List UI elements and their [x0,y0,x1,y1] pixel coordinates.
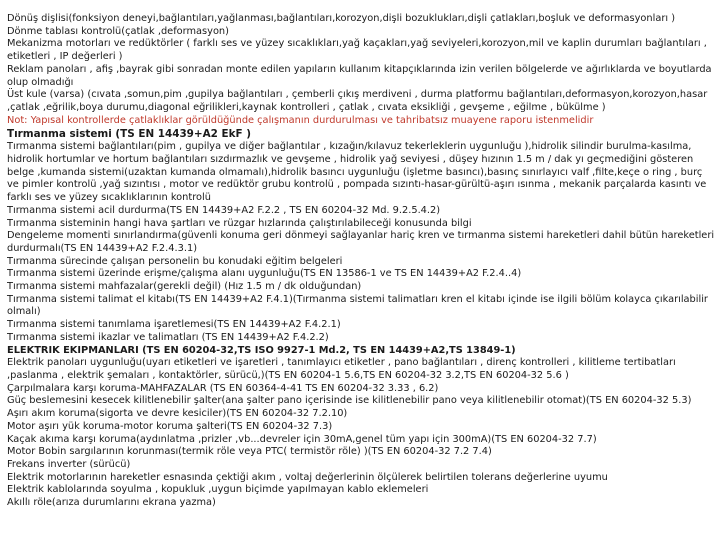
text-line: Tırmanma sistemi acil durdurma(TS EN 14439+A2 F.2.2 , TS EN 60204-32 Md. 9.2.5.4.2) [7,204,441,216]
text-line: Elektrik kablolarında soyulma , kopukluk ,uygun biçimde yapılmayan kablo eklemeleri [7,484,429,496]
text-line: Aşırı akım koruma(sigorta ve devre kesiciler)(TS EN 60204-32 7.2.10) [7,408,348,420]
text-line: Tırmanma sistemi üzerinde erişme/çalışma alanı uygunluğu(TS EN 13586-1 ve TS EN 14439+A2 F.2.4..4) [7,268,522,280]
text-paragraph: Tırmanma sistemi bağlantıları(pim , gupilya ve diğer bağlantılar , kızağın/kılavuz tekerleklerin uygunluğu ),hidrolik silindir burulma-kasılma, hidrolik hortumlar ve hortum bağlantıları sızdırmazlık ve gevşeme , hidrolik yağ seviyesi , düşey hızının 1.5 m / dak yı geçmediğini gösteren belge ,kumanda sistemi(uzaktan kumanda olmamalı),hidrolik basıncı uygunluğu (işletme basıncı),basınç sınırlayıcı valf ,filte,keçe o ring , burç ve pimler kontrolü ,yağ sızıntısı , motor ve redüktör grubu kontrolü , pompada sızıntı-hasar-gürültü-aşırı ısınma , mekanik parçalarda kasıntı ve farklı ses ve yüzey sıcaklıklarının kontrolü [7,141,707,204]
text-line: Tırmanma sisteminin hangi hava şartları ve rüzgar hızlarında çalıştırılabileceği konusunda bilgi [7,217,472,229]
text-line: Güç beslemesini kesecek kilitlenebilir şalter(ana şalter pano içerisinde ise kilitlenebilir pano veya kilitlenebilir otomat)(TS EN 60204-32 5.3) [7,395,692,407]
text-line: Tırmanma sistemi mahfazalar(gerekli değil) (Hız 1.5 m / dk olduğundan) [7,281,362,293]
text-paragraph: Dengeleme momenti sınırlandırma(güvenli konuma geri dönmeyi sağlayanlar hariç kren ve tırmanma sistemi hareketleri dahil bütün hareketleri durdurmalı(TS EN 14439+A2 F.2.4.3.1) [7,230,715,254]
text-paragraph: Mekanizma motorları ve redüktörler ( farklı ses ve yüzey sıcaklıkları,yağ kaçakları,yağ seviyeleri,korozyon,mil ve kaplin durumları bağlantıları , etiketleri , IP değerleri ) [7,38,707,63]
text-line: Akıllı röle(arıza durumlarını ekrana yazma) [7,497,216,509]
text-line: Tırmanma sürecinde çalışan personelin bu konudaki eğitim belgeleri [7,255,343,267]
text-line: Dönüş dişlisi(fonksiyon deneyi,bağlantıları,yağlanması,bağlantıları,korozyon,dişli bozuklukları,dişli çatlakları,boşluk ve deformasyonları ) [7,13,676,24]
text-line: Elektrik motorlarının hareketler esnasında çektiği akım , voltaj değerlerinin ölçülerek belirtilen tolerans değerlerine uyumu [7,471,608,483]
text-line: Motor Bobin sargılarının korunması(termik röle veya PTC( termistör röle) )(TS EN 60204-32 7.2 7.4) [7,446,492,458]
text-line: Motor aşırı yük koruma-motor koruma şalteri(TS EN 60204-32 7.3) [7,420,333,432]
text-paragraph: Tırmanma sistemi talimat el kitabı(TS EN 14439+A2 F.4.1)(Tırmanma sistemi talimatları kren el kitabı içinde ise ilgili bölüm kolayca çıkarılabilir olmalı) [7,293,708,318]
text-line: Tırmanma sistemi tanımlama işaretlemesi(TS EN 14439+A2 F.4.2.1) [7,319,341,331]
section-heading: ELEKTRİK EKİPMANLARI (TS EN 60204-32,TS ISO 9927-1 Md.2, TS EN 14439+A2,TS 13849-1) [7,344,516,356]
text-paragraph: Üst kule (varsa) (cıvata ,somun,pim ,gupilya bağlantıları , çemberli çıkış merdiveni , durma platformu bağlantıları,deformasyon,korozyon,hasar ,çatlak ,eğrilik,boya durumu,diagonal eğrilikleri,kaynak kontrolleri , çatlak , cıvata eksikliği , gevşeme , eğilme , bükülme ) [7,89,708,113]
text-paragraph: Elektrik panoları uygunluğu(uyarı etiketleri ve işaretleri , tanımlayıcı etiketler , pano bağlantıları , direnç kontrolleri , kilitleme tertibatları ,paslanma , elektrik şemaları , kontaktörler, sürücü,)(TS EN 60204-1 5.6,TS EN 60204-32 3.2,TS EN 60204-32 5.6 ) [7,357,676,381]
text-line: Tırmanma sistemi ikazlar ve talimatları (TS EN 14439+A2 F.4.2.2) [7,331,329,343]
text-line: Frekans inverter (sürücü) [7,458,131,470]
text-line: Dönme tablası kontrolü(çatlak ,deformasyon) [7,25,229,37]
text-line: Kaçak akıma karşı koruma(aydınlatma ,prizler ,vb...devreler için 30mA,genel tüm yapı için 300mA)(TS EN 60204-32 7.7) [7,433,597,445]
text-line: Çarpılmalara karşı koruma-MAHFAZALAR (TS EN 60364-4-41 TS EN 60204-32 3.33 , 6.2) [7,382,439,394]
note-line: Not: Yapısal kontrollerde çatlaklıklar görüldüğünde çalışmanın durdurulması ve tahribatsız muayene raporu istenmelidir [7,114,594,126]
section-heading: Tırmanma sistemi (TS EN 14439+A2 EkF ) [7,128,251,141]
document-body [7,13,715,510]
text-paragraph: Reklam panoları , afiş ,bayrak gibi sonradan monte edilen yapıların kullanım kitapçıklarında izin verilen bölgelerde ve ağırlıklarda ve boyutlarda olup olmadığı [7,63,712,88]
